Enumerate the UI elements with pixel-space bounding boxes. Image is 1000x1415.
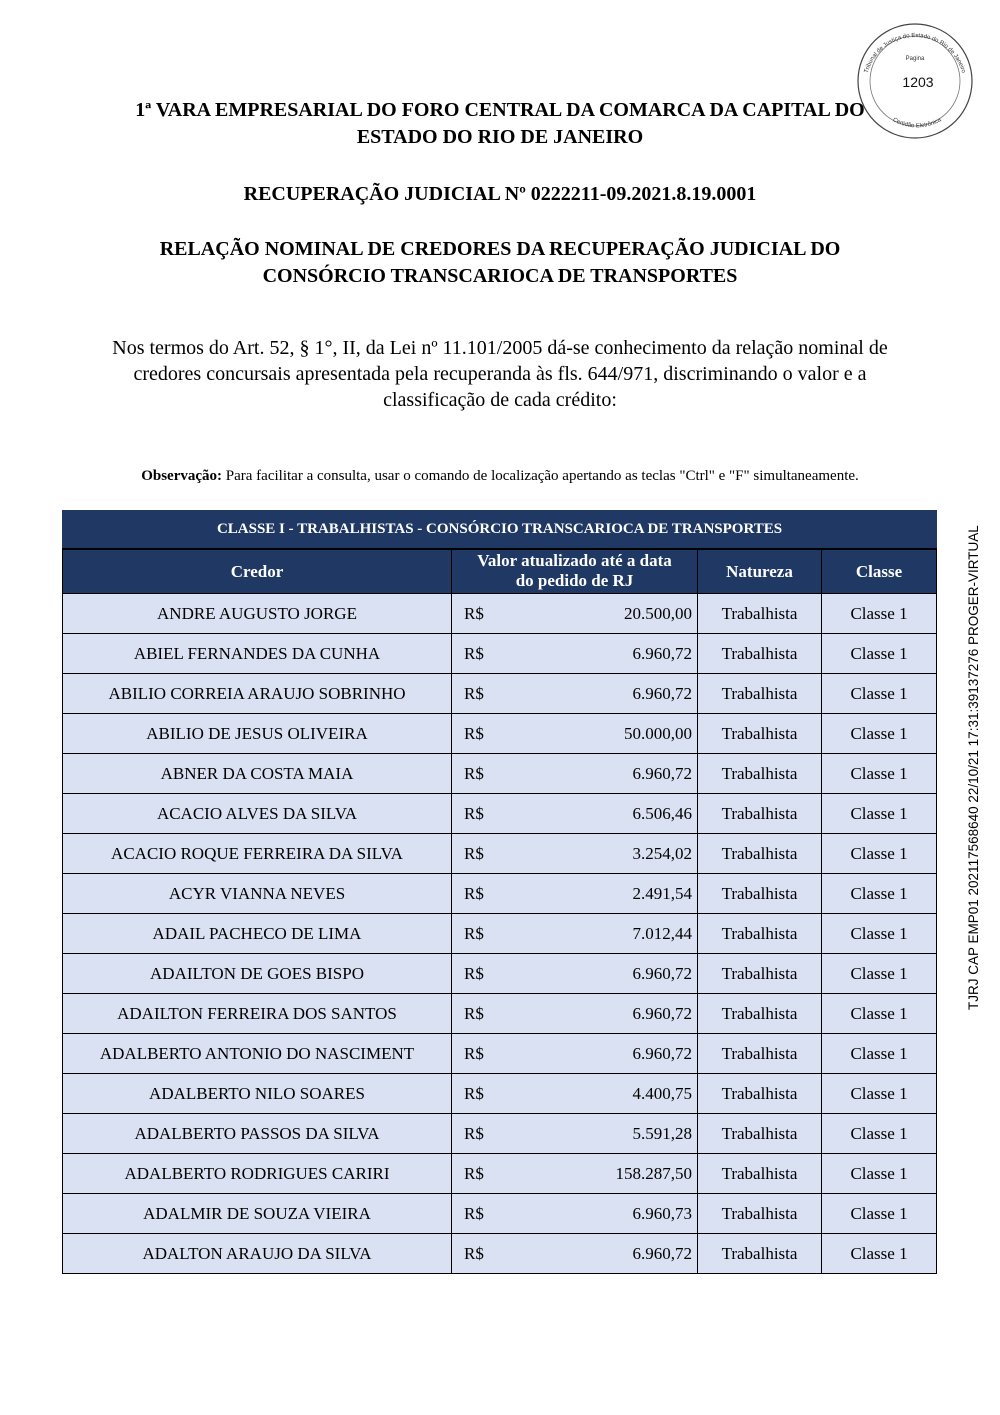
table-row	[63, 834, 937, 874]
creditor-class: Classe 1	[822, 994, 937, 1034]
class-title: CLASSE I - TRABALHISTAS - CONSÓRCIO TRANSCARIOCA DE TRANSPORTES	[63, 511, 937, 550]
amount: 2.491,54	[632, 883, 692, 903]
table-row	[63, 1234, 937, 1274]
creditor-name: ACACIO ALVES DA SILVA	[63, 794, 452, 834]
amount: 6.960,73	[632, 1203, 692, 1223]
creditor-name: ADAILTON FERREIRA DOS SANTOS	[63, 994, 452, 1034]
creditors-table-body	[63, 594, 937, 1274]
document-title-line1: RELAÇÃO NOMINAL DE CREDORES DA RECUPERAÇÃO JUDICIAL DO	[159, 238, 841, 260]
creditor-class: Classe 1	[822, 714, 937, 754]
currency-symbol: R$	[464, 963, 484, 983]
creditor-nature: Trabalhista	[698, 834, 822, 874]
column-header-row	[63, 549, 937, 594]
page-number: 1203	[902, 74, 934, 90]
creditors-table	[62, 510, 937, 1274]
table-row	[63, 714, 937, 754]
amount: 20.500,00	[624, 603, 692, 623]
observation-text: Para facilitar a consulta, usar o comando de localização apertando as teclas "Ctrl" e "F" simultaneamente.	[225, 468, 859, 484]
court-heading-line2: ESTADO DO RIO DE JANEIRO	[356, 126, 644, 148]
table-row	[63, 1114, 937, 1154]
currency-symbol: R$	[464, 883, 484, 903]
creditor-value	[452, 914, 698, 954]
creditor-name: ADALTON ARAUJO DA SILVA	[63, 1234, 452, 1274]
creditor-class: Classe 1	[822, 794, 937, 834]
creditor-name: ADALBERTO PASSOS DA SILVA	[63, 1114, 452, 1154]
table-row	[63, 1194, 937, 1234]
creditor-class: Classe 1	[822, 594, 937, 634]
creditor-nature: Trabalhista	[698, 634, 822, 674]
creditor-nature: Trabalhista	[698, 994, 822, 1034]
document-title-line2: CONSÓRCIO TRANSCARIOCA DE TRANSPORTES	[262, 265, 738, 287]
creditor-value	[452, 834, 698, 874]
creditor-value	[452, 754, 698, 794]
amount: 50.000,00	[624, 723, 692, 743]
amount: 6.960,72	[632, 683, 692, 703]
creditor-name: ABNER DA COSTA MAIA	[63, 754, 452, 794]
creditor-name: ACACIO ROQUE FERREIRA DA SILVA	[63, 834, 452, 874]
currency-symbol: R$	[464, 643, 484, 663]
court-heading-line1: 1ª VARA EMPRESARIAL DO FORO CENTRAL DA COMARCA DA CAPITAL DO	[135, 99, 865, 121]
table-row	[63, 1034, 937, 1074]
currency-symbol: R$	[464, 1123, 484, 1143]
column-header-credor: Credor	[63, 549, 452, 594]
creditor-name: ACYR VIANNA NEVES	[63, 874, 452, 914]
column-header-classe: Classe	[822, 549, 937, 594]
creditor-name: ADALMIR DE SOUZA VIEIRA	[63, 1194, 452, 1234]
column-header-valor-line2: do pedido de RJ	[515, 571, 634, 590]
creditor-value	[452, 1194, 698, 1234]
stamp-page-label: Pagina	[905, 56, 925, 62]
creditor-value	[452, 1114, 698, 1154]
creditor-name: ADAIL PACHECO DE LIMA	[63, 914, 452, 954]
intro-line3: classificação de cada crédito:	[383, 389, 617, 411]
intro-line1: Nos termos do Art. 52, § 1°, II, da Lei nº 11.101/2005 dá-se conhecimento da relação nominal de	[112, 337, 888, 359]
table-row	[63, 954, 937, 994]
table-row	[63, 914, 937, 954]
creditor-value	[452, 1154, 698, 1194]
amount: 6.960,72	[632, 1003, 692, 1023]
observation-note	[60, 468, 940, 485]
creditor-class: Classe 1	[822, 674, 937, 714]
currency-symbol: R$	[464, 843, 484, 863]
currency-symbol: R$	[464, 923, 484, 943]
creditor-nature: Trabalhista	[698, 914, 822, 954]
creditor-name: ADALBERTO ANTONIO DO NASCIMENT	[63, 1034, 452, 1074]
column-header-valor	[452, 549, 698, 594]
currency-symbol: R$	[464, 683, 484, 703]
creditor-nature: Trabalhista	[698, 794, 822, 834]
currency-symbol: R$	[464, 1083, 484, 1103]
creditor-class: Classe 1	[822, 1114, 937, 1154]
observation-label: Observação:	[141, 468, 223, 484]
creditor-name: ADALBERTO NILO SOARES	[63, 1074, 452, 1114]
creditor-nature: Trabalhista	[698, 1034, 822, 1074]
creditor-nature: Trabalhista	[698, 594, 822, 634]
creditor-nature: Trabalhista	[698, 1114, 822, 1154]
amount: 3.254,02	[632, 843, 692, 863]
creditor-value	[452, 594, 698, 634]
creditor-nature: Trabalhista	[698, 954, 822, 994]
currency-symbol: R$	[464, 1163, 484, 1183]
currency-symbol: R$	[464, 763, 484, 783]
creditor-class: Classe 1	[822, 1154, 937, 1194]
currency-symbol: R$	[464, 1043, 484, 1063]
currency-symbol: R$	[464, 723, 484, 743]
creditor-name: ANDRE AUGUSTO JORGE	[63, 594, 452, 634]
table-row	[63, 1074, 937, 1114]
creditor-value	[452, 954, 698, 994]
amount: 6.960,72	[632, 1043, 692, 1063]
creditor-class: Classe 1	[822, 1034, 937, 1074]
creditor-value	[452, 994, 698, 1034]
creditor-name: ADALBERTO RODRIGUES CARIRI	[63, 1154, 452, 1194]
creditor-nature: Trabalhista	[698, 1234, 822, 1274]
creditor-class: Classe 1	[822, 954, 937, 994]
table-row	[63, 1154, 937, 1194]
amount: 6.960,72	[632, 763, 692, 783]
creditor-class: Classe 1	[822, 834, 937, 874]
intro-paragraph	[72, 335, 928, 413]
amount: 7.012,44	[632, 923, 692, 943]
case-number-heading: RECUPERAÇÃO JUDICIAL Nº 0222211-09.2021.8.19.0001	[243, 183, 757, 205]
court-heading	[60, 97, 940, 151]
currency-symbol: R$	[464, 1203, 484, 1223]
creditor-name: ADAILTON DE GOES BISPO	[63, 954, 452, 994]
amount: 158.287,50	[615, 1163, 692, 1183]
creditor-name: ABILIO CORREIA ARAUJO SOBRINHO	[63, 674, 452, 714]
creditor-value	[452, 1234, 698, 1274]
creditor-value	[452, 674, 698, 714]
table-row	[63, 874, 937, 914]
creditor-class: Classe 1	[822, 874, 937, 914]
table-row	[63, 594, 937, 634]
column-header-natureza: Natureza	[698, 549, 822, 594]
creditor-nature: Trabalhista	[698, 714, 822, 754]
document-title	[60, 236, 940, 290]
table-row	[63, 994, 937, 1034]
creditor-name: ABILIO DE JESUS OLIVEIRA	[63, 714, 452, 754]
amount: 6.960,72	[632, 643, 692, 663]
creditor-name: ABIEL FERNANDES DA CUNHA	[63, 634, 452, 674]
creditor-value	[452, 634, 698, 674]
currency-symbol: R$	[464, 1243, 484, 1263]
amount: 5.591,28	[632, 1123, 692, 1143]
creditor-value	[452, 874, 698, 914]
table-row	[63, 674, 937, 714]
currency-symbol: R$	[464, 603, 484, 623]
intro-line2: credores concursais apresentada pela recuperanda às fls. 644/971, discriminando o valor e a	[133, 363, 867, 385]
creditor-nature: Trabalhista	[698, 874, 822, 914]
amount: 6.506,46	[632, 803, 692, 823]
creditor-class: Classe 1	[822, 1194, 937, 1234]
creditor-nature: Trabalhista	[698, 674, 822, 714]
creditor-value	[452, 1034, 698, 1074]
svg-text:Tribunal de Justiça do Estado	[864, 33, 967, 74]
currency-symbol: R$	[464, 803, 484, 823]
creditor-class: Classe 1	[822, 914, 937, 954]
creditor-nature: Trabalhista	[698, 754, 822, 794]
column-header-valor-line1: Valor atualizado até a data	[477, 551, 672, 570]
creditor-nature: Trabalhista	[698, 1154, 822, 1194]
currency-symbol: R$	[464, 1003, 484, 1023]
creditor-class: Classe 1	[822, 1074, 937, 1114]
amount: 4.400,75	[632, 1083, 692, 1103]
table-row	[63, 754, 937, 794]
table-row	[63, 634, 937, 674]
amount: 6.960,72	[632, 963, 692, 983]
stamp-ring-text-top: Tribunal de Justiça do Estado do Rio de Janeiro	[863, 32, 967, 74]
class-title-row	[63, 511, 937, 550]
creditor-class: Classe 1	[822, 1234, 937, 1274]
creditor-value	[452, 794, 698, 834]
table-row	[63, 794, 937, 834]
side-registration-note: TJRJ CAP EMP01 202117568640 22/10/21 17:31:39137276 PROGER-VIRTUAL	[966, 525, 981, 1010]
creditor-value	[452, 1074, 698, 1114]
creditor-value	[452, 714, 698, 754]
creditor-nature: Trabalhista	[698, 1074, 822, 1114]
amount: 6.960,72	[632, 1243, 692, 1263]
creditor-class: Classe 1	[822, 754, 937, 794]
stamp-ring-text-bottom: Certidão Eletrônica	[891, 117, 943, 130]
creditor-nature: Trabalhista	[698, 1194, 822, 1234]
creditor-class: Classe 1	[822, 634, 937, 674]
